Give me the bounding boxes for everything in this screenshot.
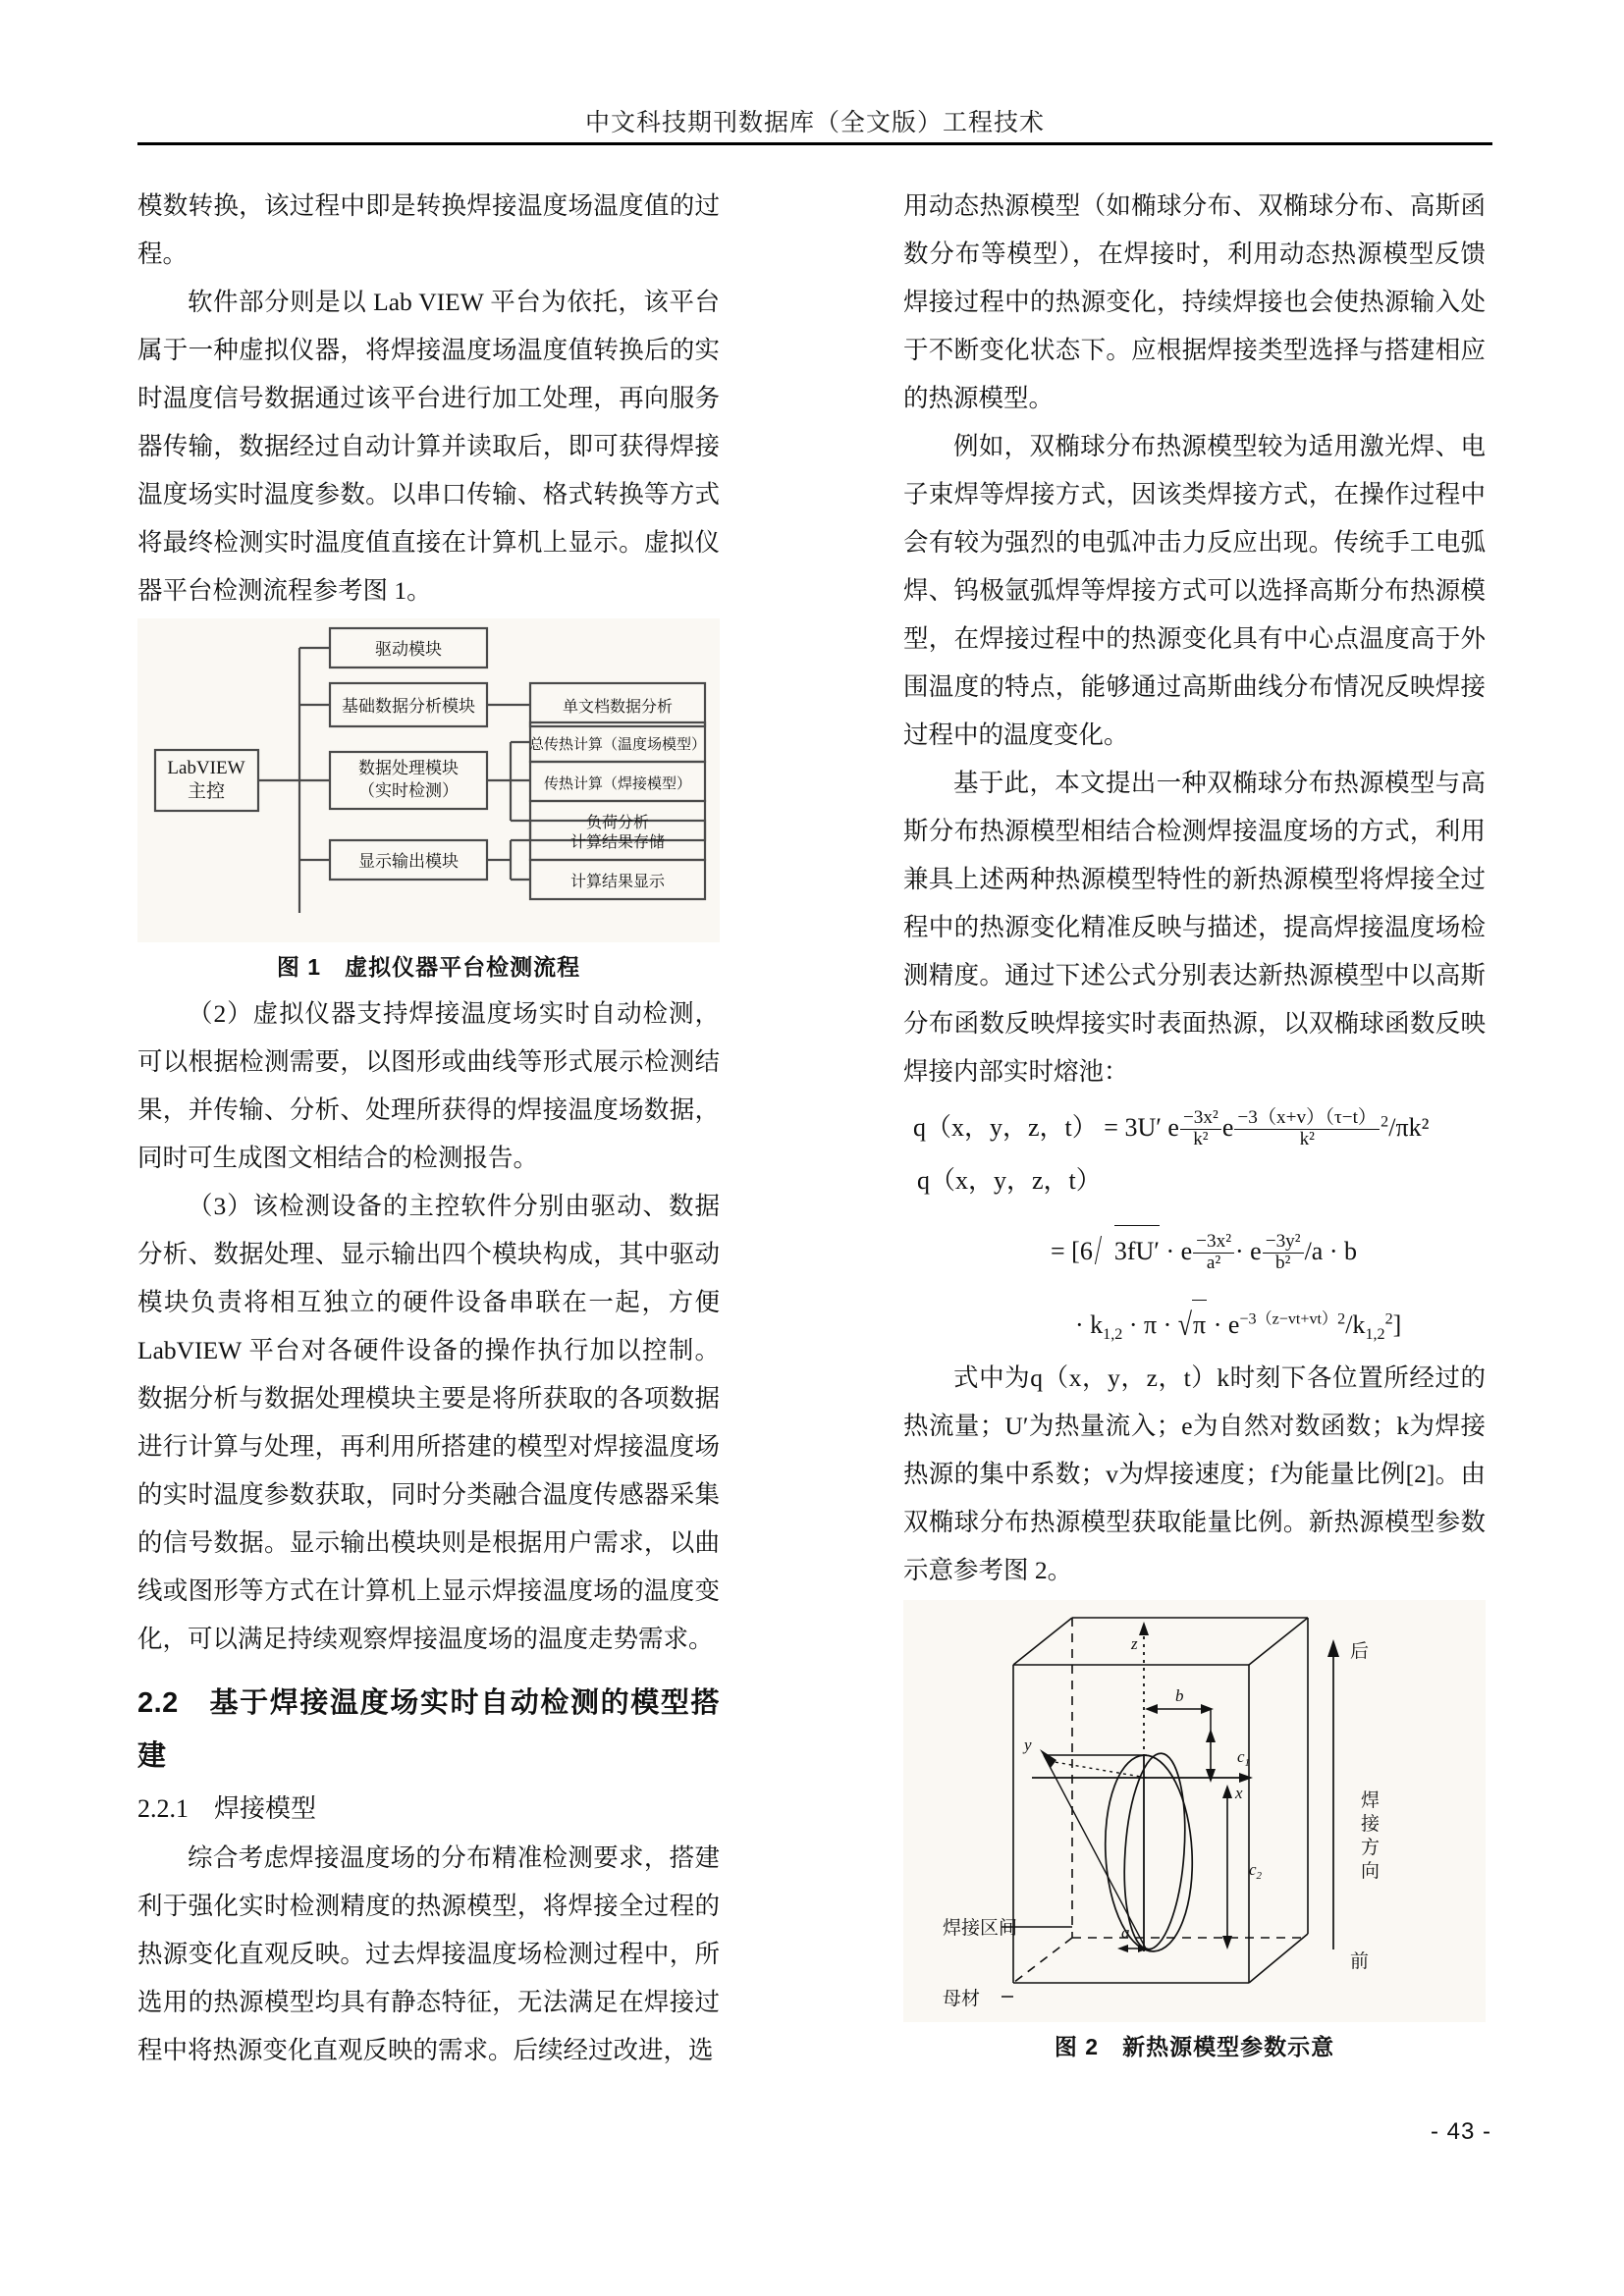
figure2-label-direction-c3: 方 xyxy=(1361,1838,1380,1858)
figure2-direction-arrowhead xyxy=(1327,1639,1339,1657)
formula-line3-tail: /a · b xyxy=(1304,1237,1357,1265)
figure2-label-direction-c1: 焊 xyxy=(1361,1790,1380,1811)
paragraph-right-2: 例如，双椭球分布热源模型较为适用激光焊、电子束焊等焊接方式，因该类焊接方式，在操作过程中会有较为强烈的电弧冲击力反应出现。传统手工电弧焊、钨极氩弧焊等焊接方式可以选择高斯分布热源模型，在焊接过程中的热源变化具有中心点温度高于外围温度的特点，能够通过高斯曲线分布情况反映焊接过程中的温度变化。 xyxy=(903,432,1486,749)
page-header-title: 中文科技期刊数据库（全文版）工程技术 xyxy=(584,110,1045,136)
formula-line3-fraction-2 xyxy=(1263,1232,1304,1272)
figure1-child-load-analysis: 负荷分析 xyxy=(585,815,650,831)
figure1-child-show-result: 计算结果显示 xyxy=(569,874,666,890)
figure-1-flowchart xyxy=(137,618,720,942)
header-divider-rule xyxy=(137,142,1492,145)
formula-line4-sqrt-symbol: √ xyxy=(1177,1307,1193,1343)
figure2-x-arrowhead xyxy=(1239,1773,1253,1783)
figure-1-caption: 图 1 虚拟仪器平台检测流程 xyxy=(276,954,581,980)
formula-line3-dot2: · e xyxy=(1235,1237,1262,1265)
figure2-label-back: 后 xyxy=(1350,1641,1370,1662)
figure1-root-label-line2: 主控 xyxy=(187,781,226,802)
figure2-axis-x-label: x xyxy=(1235,1784,1243,1802)
formula-line3-dot1: · e xyxy=(1165,1237,1193,1265)
right-column xyxy=(903,182,1486,2069)
figure1-module-display-output: 显示输出模块 xyxy=(358,852,459,871)
figure2-label-front: 前 xyxy=(1350,1951,1370,1972)
paragraph-right-3: 基于此，本文提出一种双椭球分布热源模型与高斯分布热源模型相结合检测焊接温度场的方式，利用兼具上述两种热源模型特性的新热源模型将焊接全过程中的热源变化精准反映与描述，提高焊接温度场检测精度。通过下述公式分别表达新热源模型中以高斯分布函数反映焊接实时表面热源，以双椭球函数反映焊接内部实时熔池： xyxy=(903,769,1486,1086)
formula-line-1 xyxy=(913,1105,1486,1150)
figure2-dim-c2-label: $c_2$ xyxy=(1249,1860,1263,1882)
figure2-z-arrowhead xyxy=(1139,1622,1149,1635)
formula-line4-exponent: −3（z−vt+vt） xyxy=(1239,1310,1338,1328)
formula-line1-fraction-1 xyxy=(1180,1108,1221,1148)
figure1-module-driver: 驱动模块 xyxy=(375,640,442,659)
figure2-axis-y-label: y xyxy=(1024,1735,1032,1754)
figure-2-caption: 图 2 新热源模型参数示意 xyxy=(1054,2034,1335,2059)
figure1-module-basic-analysis: 基础数据分析模块 xyxy=(342,697,475,716)
figure-2-heat-source-model xyxy=(903,1600,1486,2022)
figure1-child-heat-transfer: 传热计算（焊接模型） xyxy=(543,776,692,792)
paragraph-left-1: 模数转换，该过程中即是转换焊接温度场温度值的过程。 xyxy=(137,191,720,268)
formula-line1-exp-e1: e xyxy=(1167,1113,1179,1142)
formula-line4-denom-sup: 2 xyxy=(1384,1310,1393,1328)
formula-line3-frac1-denominator: a² xyxy=(1193,1253,1234,1273)
formula-line-4: · $k_{1,2} \cdot \pi \cdot √\pi \cdot e^{-3(z-vt+vt)2}/k_{1,2}^2$] xyxy=(1075,1300,1486,1348)
formula-line-2 xyxy=(917,1158,1486,1203)
formula-line1-coefficient: 3U′ xyxy=(1124,1113,1162,1142)
section-heading-2-2-1: 2.2.1 焊接模型 xyxy=(137,1794,317,1823)
formula-line3-radical xyxy=(1095,1225,1160,1274)
formula-line4-k-sub: 1,2 xyxy=(1103,1326,1123,1344)
figure1-module-dataproc-line2: （实时检测） xyxy=(358,781,459,800)
formula-line1-exp-e2: e xyxy=(1221,1113,1234,1142)
formula-line3-fraction-1 xyxy=(1193,1232,1234,1272)
formula-line1-outer-power: 2 xyxy=(1380,1113,1389,1131)
figure2-label-direction-c4: 向 xyxy=(1361,1861,1380,1882)
figure-2 xyxy=(903,1600,1486,2022)
formula-block xyxy=(903,1105,1486,1348)
formula-line1-lhs: q（x，y，z，t） xyxy=(913,1113,1098,1142)
formula-line1-frac1-numerator: −3x² xyxy=(1182,1107,1218,1129)
formula-line4-sqrt-pi: π xyxy=(1192,1300,1207,1348)
paragraph-left-4: （3）该检测设备的主控软件分别由驱动、数据分析、数据处理、显示输出四个模块构成，其中驱动模块负责将相互独立的硬件设备串联在一起，方便 LabVIEW 平台对各硬件设备的操作执行加以控制。数据分析与数据处理模块主要是将所获取的各项数据进行计算与处理，再利用所搭建的模型对焊接温度场的实时温度参数获取，同时分类融合温度传感器采集的信号数据。显示输出模块则是根据用户需求，以曲线或图形等方式在计算机上显示焊接温度场的温度变化，可以满足持续观察焊接温度场的温度走势需求。 xyxy=(137,1192,720,1653)
formula-line3-prefix: = [6 xyxy=(1051,1237,1093,1265)
figure1-root-label-line1: LabVIEW xyxy=(167,758,245,778)
left-column xyxy=(137,182,720,2074)
figure1-module-dataproc-line1: 数据处理模块 xyxy=(358,759,459,777)
figure2-axis-z-label: z xyxy=(1131,1634,1138,1653)
paragraph-right-4: 式中为q（x，y，z，t）k时刻下各位置所经过的热流量；U′为热量流入；e为自然对数函数；k为焊接热源的集中系数；v为焊接速度；f为能量比例[2]。由双椭球分布热源模型获取能量比例。新热源模型参数示意参考图 2。 xyxy=(903,1363,1486,1584)
formula-line4-exponent-power: 2 xyxy=(1337,1310,1346,1328)
formula-line3-radicand: 3fU′ xyxy=(1114,1225,1160,1274)
formula-line3-frac2-numerator: −3y² xyxy=(1265,1231,1301,1253)
formula-line2-lhs: q（x，y，z，t） xyxy=(917,1166,1102,1195)
formula-line1-frac2-numerator: −3（x+v）（τ−t） xyxy=(1237,1107,1378,1129)
figure2-dim-b-label: b xyxy=(1175,1686,1184,1705)
figure2-label-direction-c2: 接 xyxy=(1361,1814,1380,1835)
figure2-label-weld-zone: 焊接区间 xyxy=(943,1918,1018,1939)
paragraph-left-5: 综合考虑焊接温度场的分布精准检测要求，搭建利于强化实时检测精度的热源模型，将焊接全过程的热源变化直观反映。过去焊接温度场检测过程中，所选用的热源模型均具有静态特征，无法满足在焊接过程中将热源变化直观反映的需求。后续经过改进，选 xyxy=(137,1843,720,2064)
formula-line4-denom-sub: 1,2 xyxy=(1365,1326,1385,1344)
figure2-dim-a-label: a xyxy=(1121,1923,1130,1942)
formula-line1-tail: /πk² xyxy=(1388,1113,1430,1142)
formula-line3-frac2-denominator: b² xyxy=(1263,1253,1304,1273)
figure1-child-single-doc: 单文档数据分析 xyxy=(562,699,674,716)
paragraph-right-1: 用动态热源模型（如椭球分布、双椭球分布、高斯函数分布等模型），在焊接时，利用动态热源模型反馈焊接过程中的热源变化，持续焊接也会使热源输入处于不断变化状态下。应根据焊接类型选择与搭建相应的热源模型。 xyxy=(903,191,1486,412)
figure2-dim-c1-label: $c_1$ xyxy=(1237,1747,1251,1769)
figure2-label-base-metal: 母材 xyxy=(943,1989,981,2009)
paragraph-left-3: （2）虚拟仪器支持焊接温度场实时自动检测，可以根据检测需要，以图形或曲线等形式展示检测结果，并传输、分析、处理所获得的焊接温度场数据，同时可生成图文相结合的检测报告。 xyxy=(137,999,720,1172)
formula-line-3 xyxy=(1051,1225,1486,1274)
formula-line1-frac2-denominator: k² xyxy=(1234,1129,1380,1149)
formula-line1-equals: = xyxy=(1104,1113,1118,1142)
figure1-child-total-heat: 总传热计算（温度场模型） xyxy=(528,737,707,753)
formula-line1-fraction-2 xyxy=(1234,1108,1380,1148)
figure1-child-store-result: 计算结果存储 xyxy=(569,834,666,851)
formula-line1-frac1-denominator: k² xyxy=(1180,1129,1221,1149)
paragraph-left-2: 软件部分则是以 Lab VIEW 平台为依托，该平台属于一种虚拟仪器，将焊接温度场温度值转换后的实时温度信号数据通过该平台进行加工处理，再向服务器传输，数据经过自动计算并读取后，即可获得焊接温度场实时温度参数。以串口传输、格式转换等方式将最终检测实时温度值直接在计算机上显示。虚拟仪器平台检测流程参考图 1。 xyxy=(137,288,720,605)
figure-1 xyxy=(137,618,720,942)
formula-line3-frac1-numerator: −3x² xyxy=(1196,1231,1232,1253)
section-heading-2-2: 2.2 基于焊接温度场实时自动检测的模型搭建 xyxy=(137,1687,720,1772)
page-number: - 43 - xyxy=(1430,2118,1491,2145)
figure2-y-arrowhead xyxy=(1040,1749,1056,1768)
